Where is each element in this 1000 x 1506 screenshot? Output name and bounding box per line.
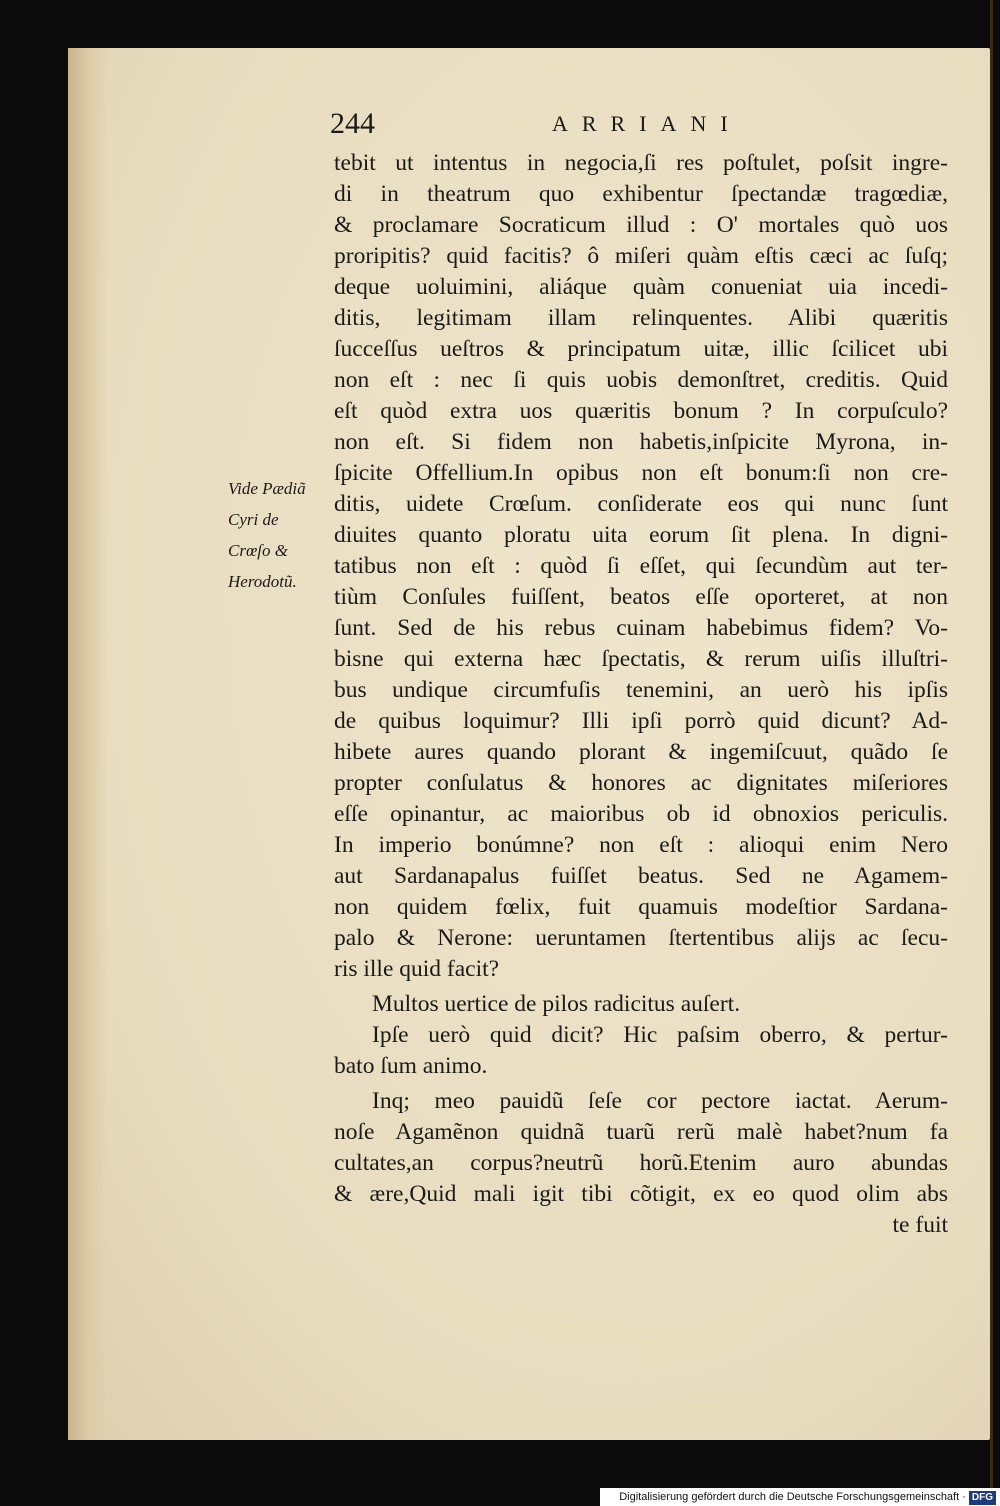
- margin-note-line: Cyri de: [228, 510, 279, 529]
- text-line: & ære,Quid mali igit tibi cõtigit, ex eo quod olim abs: [334, 1181, 948, 1207]
- text-line: cultates,an corpus?neutrũ horũ.Etenim auro abundas: [334, 1150, 948, 1176]
- text-line: bus undique circumfuſis tenemini, an uerò his ipſis: [334, 677, 948, 703]
- text-line: palo & Nerone: ueruntamen ſtertentibus alijs ac ſecu-: [334, 925, 948, 951]
- page-number: 244: [330, 107, 375, 140]
- text-line: noſe Agamẽnon quidnã tuarũ rerũ malè habet?num fa: [334, 1119, 948, 1145]
- verse-line: Multos uertice de pilos radicitus auſert.: [372, 991, 741, 1017]
- text-line: non quidem fœlix, fuit quamuis modeſtior Sardana-: [334, 894, 948, 920]
- text-line: propter conſulatus & honores ac dignitates miſeriores: [334, 770, 948, 796]
- text-line: di in theatrum quo exhibentur ſpectandæ tragœdiæ,: [334, 181, 948, 207]
- text-line: diuites quanto ploratu uita eorum ſit plena. In digni-: [334, 522, 948, 548]
- margin-note-line: Herodotũ.: [228, 572, 297, 591]
- page-edge-shadow: [68, 48, 108, 1440]
- text-line: de quibus loquimur? Illi ipſi porrò quid dicunt? Ad-: [334, 708, 948, 734]
- verse-line: Inq; meo pauidũ ſeſe cor pectore iactat. Aerum-: [372, 1088, 948, 1114]
- text-line: tiùm Conſules fuiſſent, beatos eſſe oporteret, at non: [334, 584, 948, 610]
- text-line: non eſt : nec ſi quis uobis demonſtret, creditis. Quid: [334, 367, 948, 393]
- text-line: bisne qui externa hæc ſpectatis, & rerum uiſis illuſtri-: [334, 646, 948, 672]
- text-line: tebit ut intentus in negocia,ſi res poſtulet, poſsit ingre-: [334, 150, 948, 176]
- text-line: non eſt. Si fidem non habetis,inſpicite Myrona, in-: [334, 429, 948, 455]
- text-line: proripitis? quid facitis? ô miſeri quàm eſtis cæci ac ſuſq;: [334, 243, 948, 269]
- text-line: deque uoluimini, aliáque quàm conueniat uia incedi-: [334, 274, 948, 300]
- text-line: ris ille quid facit?: [334, 956, 500, 982]
- digitization-credit: [600, 1488, 1000, 1506]
- page-header: [330, 104, 950, 144]
- credit-text: Digitalisierung gefördert durch die Deutsche Forschungsgemeinschaft ·: [619, 1491, 966, 1503]
- text-line: aut Sardanapalus fuiſſet beatus. Sed ne Agamem-: [334, 863, 948, 889]
- text-line: eſſe opinantur, ac maioribus ob id obnoxios periculis.: [334, 801, 948, 827]
- body-text: [334, 148, 948, 1241]
- catchword: te fuit: [892, 1212, 948, 1238]
- text-line: ſpicite Offellium.In opibus non eſt bonum:ſi non cre-: [334, 460, 948, 486]
- text-line: Ipſe uerò quid dicit? Hic paſsim oberro, & pertur-: [372, 1022, 948, 1048]
- text-line: ditis, legitimam illam relinquentes. Alibi quæritis: [334, 305, 948, 331]
- text-line: hibete aures quando plorant & ingemiſcuut, quãdo ſe: [334, 739, 948, 765]
- text-line: eſt quòd extra uos quæritis bonum ? In corpuſculo?: [334, 398, 948, 424]
- book-spine: [990, 0, 993, 1490]
- margin-note-line: Crœſo &: [228, 541, 288, 560]
- dfg-logo: DFG: [969, 1491, 996, 1505]
- text-line: In imperio bonúmne? non eſt : alioqui enim Nero: [334, 832, 948, 858]
- text-line: bato ſum animo.: [334, 1053, 488, 1079]
- text-line: & proclamare Socraticum illud : O' mortales quò uos: [334, 212, 948, 238]
- margin-note: [228, 473, 332, 597]
- running-head: ARRIANI: [552, 111, 742, 136]
- text-line: ſucceſſus ueſtros & principatum uitæ, illic ſcilicet ubi: [334, 336, 948, 362]
- margin-note-line: Vide Pædiã: [228, 479, 306, 498]
- text-line: tatibus non eſt : quòd ſi eſſet, qui ſecundùm aut ter-: [334, 553, 948, 579]
- text-line: ſunt. Sed de his rebus cuinam habebimus fidem? Vo-: [334, 615, 948, 641]
- text-line: ditis, uidete Crœſum. conſiderate eos qui nunc ſunt: [334, 491, 948, 517]
